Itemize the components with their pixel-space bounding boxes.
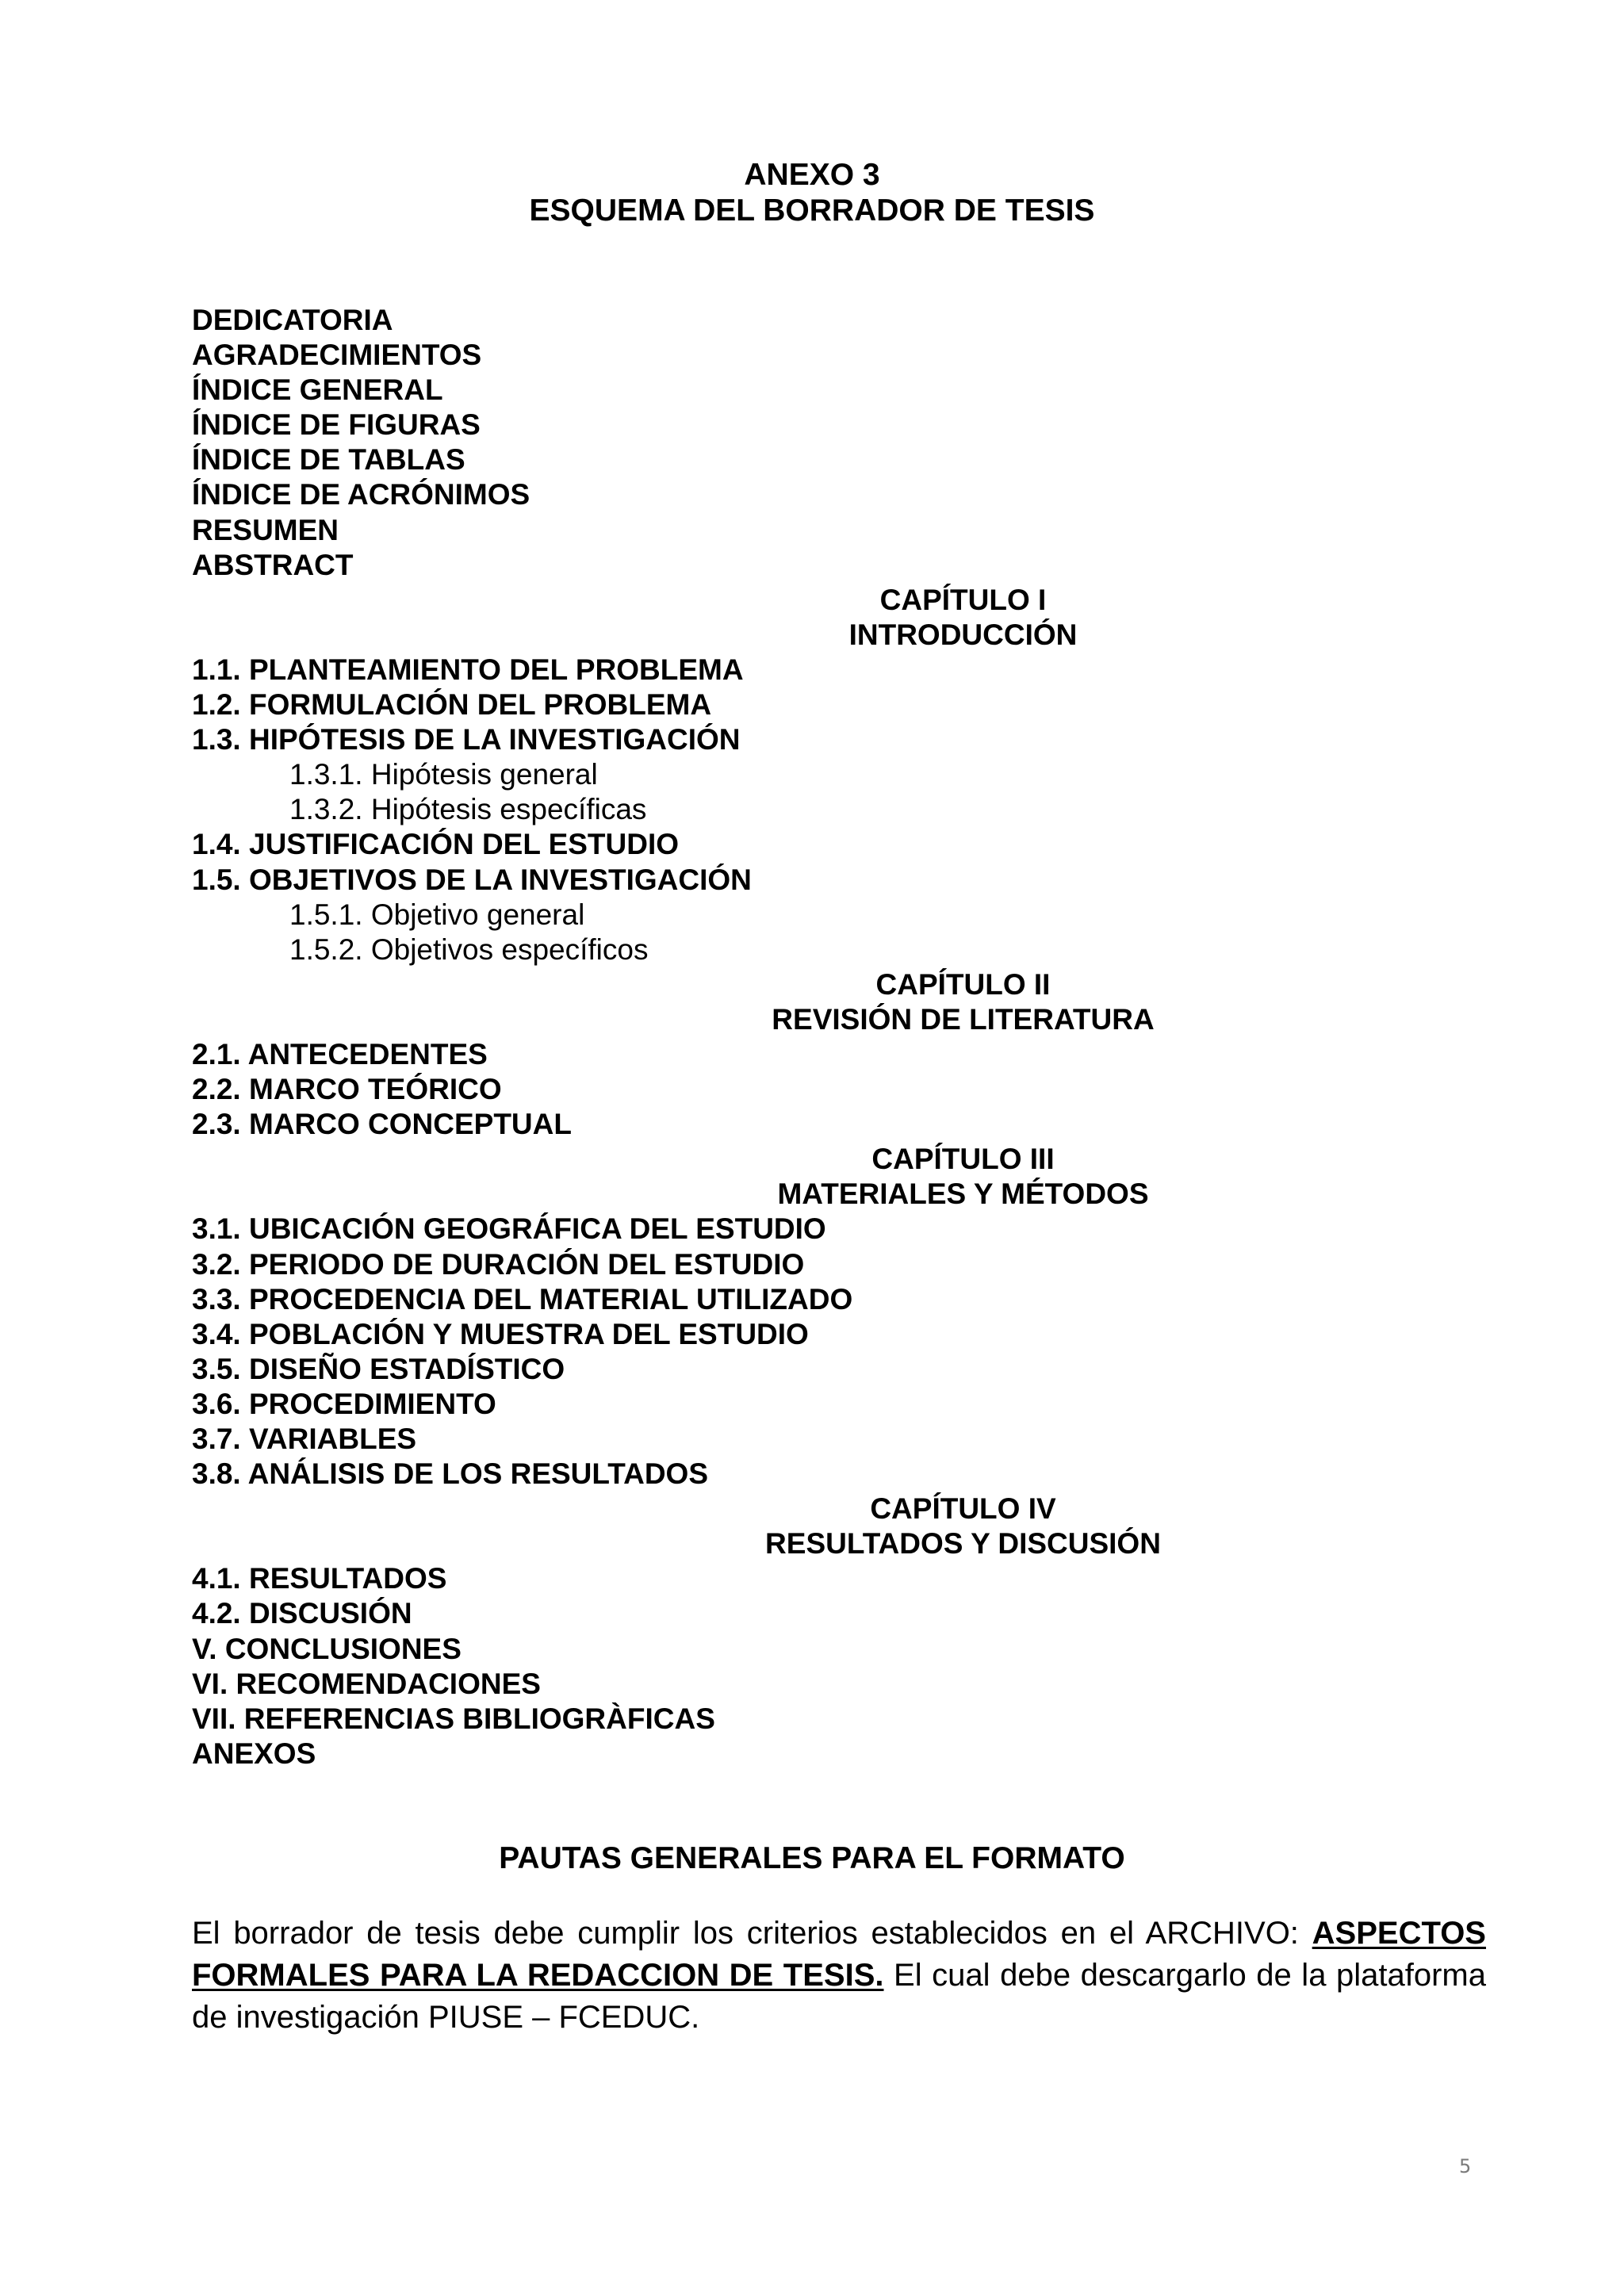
- chapter-heading: INTRODUCCIÓN: [848, 618, 1078, 651]
- guidelines-title: PAUTAS GENERALES PARA EL FORMATO: [499, 1841, 1125, 1875]
- outline-heading: RESUMEN: [192, 513, 339, 546]
- outline-heading: ÍNDICE DE FIGURAS: [192, 408, 481, 442]
- chapter-heading: CAPÍTULO I: [879, 583, 1047, 616]
- outline-heading: 1.2. FORMULACIÓN DEL PROBLEMA: [192, 688, 712, 722]
- outline-heading: 3.5. DISEÑO ESTADÍSTICO: [192, 1352, 565, 1385]
- outline-heading: 4.2. DISCUSIÓN: [192, 1597, 412, 1630]
- chapter-heading: RESULTADOS Y DISCUSIÓN: [765, 1527, 1161, 1561]
- outline-heading: 4.1. RESULTADOS: [192, 1562, 447, 1595]
- outline-subheading: 1.5.2. Objetivos específicos: [289, 933, 649, 966]
- outline-heading: ÍNDICE GENERAL: [192, 373, 443, 407]
- page-number: 5: [1459, 2155, 1472, 2177]
- outline-heading: 3.2. PERIODO DE DURACIÓN DEL ESTUDIO: [192, 1247, 805, 1281]
- outline-heading: 1.3. HIPÓTESIS DE LA INVESTIGACIÓN: [192, 723, 741, 756]
- outline-heading: ANEXOS: [192, 1737, 316, 1770]
- chapter-heading: MATERIALES Y MÉTODOS: [777, 1178, 1149, 1211]
- outline-heading: ÍNDICE DE TABLAS: [192, 443, 465, 477]
- guidelines-text-before: El borrador de tesis debe cumplir los criterios establecidos en el ARCHIVO:: [192, 1916, 1312, 1951]
- chapter-heading: CAPÍTULO III: [871, 1143, 1055, 1176]
- outline-heading: ABSTRACT: [192, 548, 354, 581]
- chapter-heading: CAPÍTULO IV: [870, 1492, 1056, 1526]
- outline-heading: 1.5. OBJETIVOS DE LA INVESTIGACIÓN: [192, 863, 752, 896]
- guidelines-paragraph: [192, 1913, 1486, 2039]
- annex-label: ANEXO 3: [744, 158, 880, 192]
- outline-subheading: 1.3.1. Hipótesis general: [289, 758, 598, 791]
- outline-heading: 2.3. MARCO CONCEPTUAL: [192, 1108, 572, 1141]
- guidelines-file-reference: ASPECTOS FORMALES PARA LA REDACCION DE TESIS.: [192, 1916, 1486, 1993]
- outline-heading: DEDICATORIA: [192, 304, 393, 336]
- outline-heading: AGRADECIMIENTOS: [192, 339, 482, 372]
- outline-heading: 3.3. PROCEDENCIA DEL MATERIAL UTILIZADO: [192, 1282, 853, 1316]
- outline-subheading: 1.5.1. Objetivo general: [289, 898, 585, 931]
- chapter-heading: CAPÍTULO II: [875, 967, 1051, 1001]
- thesis-outline: [192, 303, 1477, 1771]
- outline-heading: 1.4. JUSTIFICACIÓN DEL ESTUDIO: [192, 828, 680, 861]
- outline-heading: ÍNDICE DE ACRÓNIMOS: [192, 478, 530, 511]
- outline-subheading: 1.3.2. Hipótesis específicas: [289, 793, 647, 826]
- document-title: ESQUEMA DEL BORRADOR DE TESIS: [529, 193, 1095, 228]
- outline-heading: V. CONCLUSIONES: [192, 1632, 462, 1665]
- outline-heading: 2.1. ANTECEDENTES: [192, 1037, 488, 1070]
- outline-heading: 1.1. PLANTEAMIENTO DEL PROBLEMA: [192, 653, 744, 686]
- outline-heading: 3.7. VARIABLES: [192, 1423, 417, 1455]
- outline-heading: VI. RECOMENDACIONES: [192, 1667, 541, 1700]
- outline-heading: VII. REFERENCIAS BIBLIOGRÀFICAS: [192, 1702, 715, 1735]
- outline-heading: 3.6. PROCEDIMIENTO: [192, 1387, 496, 1420]
- outline-heading: 2.2. MARCO TEÓRICO: [192, 1073, 502, 1106]
- outline-heading: 3.1. UBICACIÓN GEOGRÁFICA DEL ESTUDIO: [192, 1212, 826, 1246]
- outline-heading: 3.4. POBLACIÓN Y MUESTRA DEL ESTUDIO: [192, 1317, 809, 1350]
- chapter-heading: REVISIÓN DE LITERATURA: [772, 1002, 1155, 1036]
- outline-heading: 3.8. ANÁLISIS DE LOS RESULTADOS: [192, 1457, 709, 1491]
- guidelines-text-after: El cual debe descargarlo de la plataforma de investigación PIUSE – FCEDUC.: [192, 1958, 1486, 2035]
